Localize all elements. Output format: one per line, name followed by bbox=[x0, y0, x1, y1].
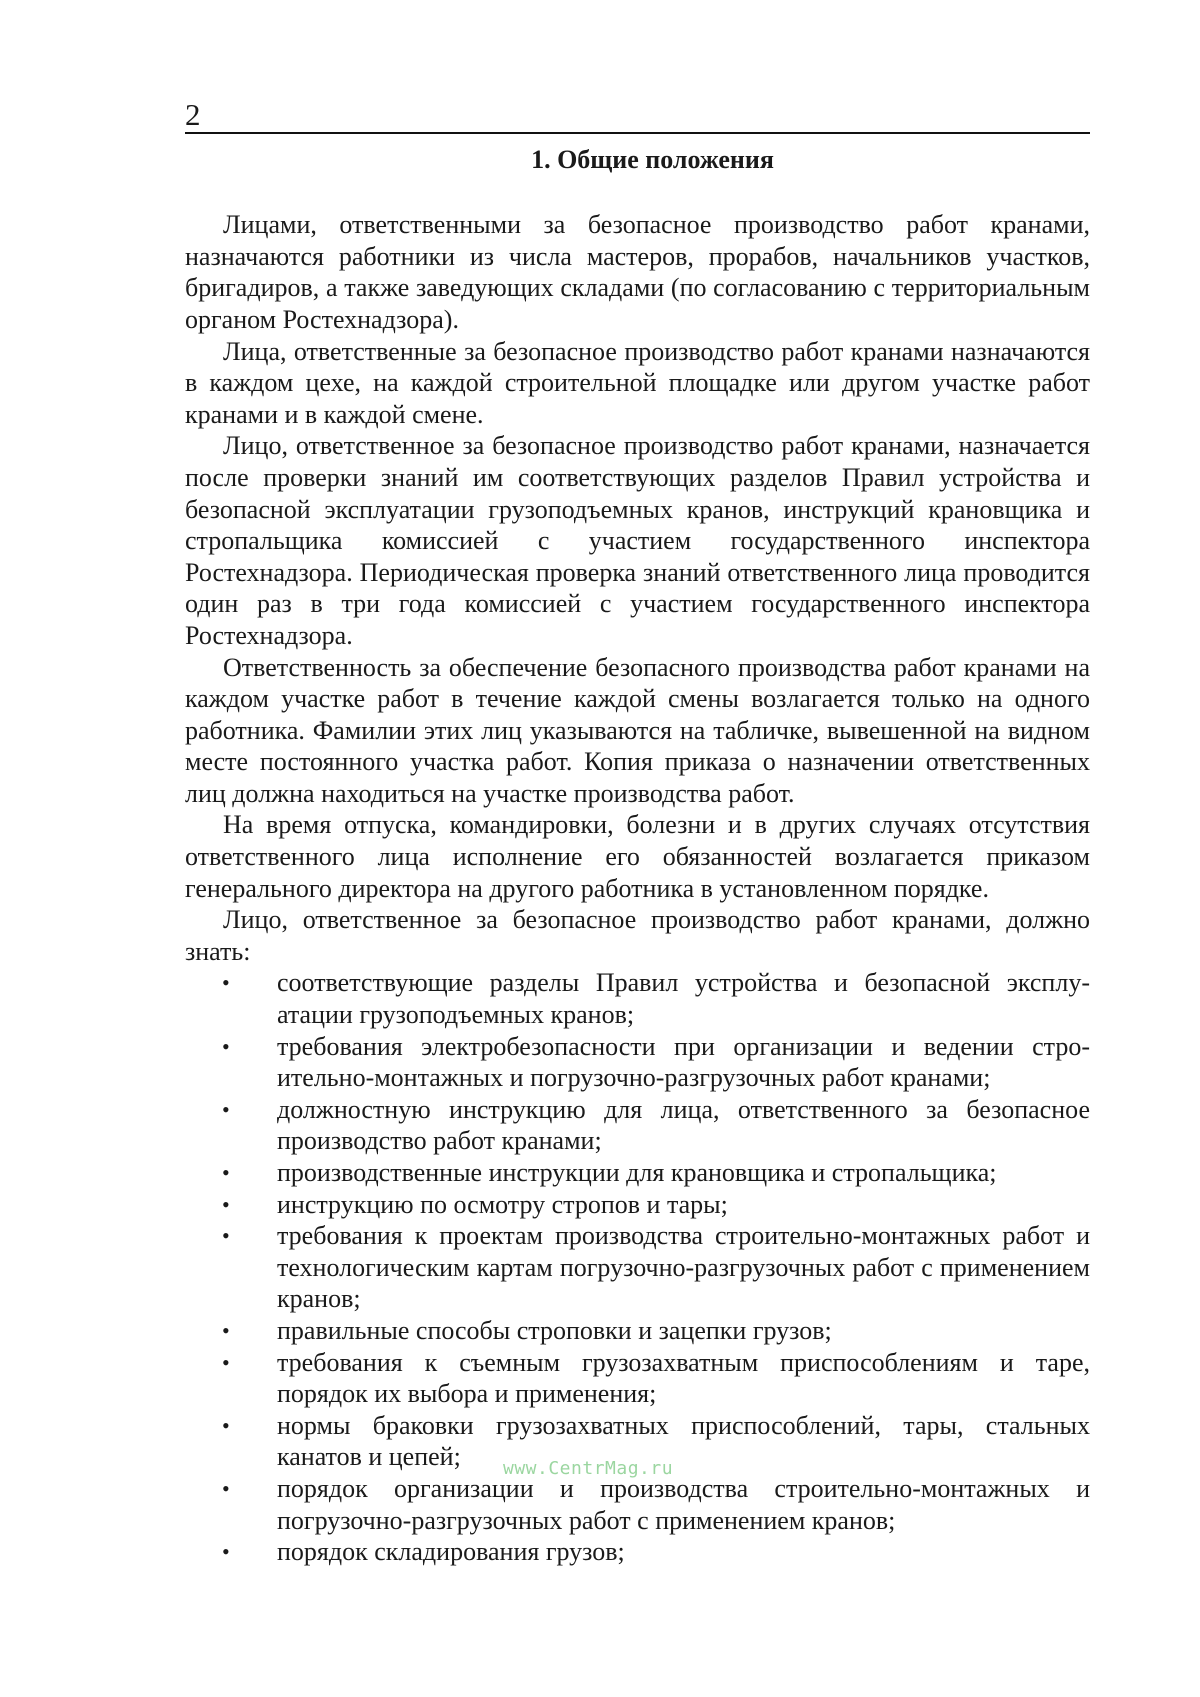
list-item-text: производственные инструкции для крановщика и стропальщика; bbox=[277, 1158, 997, 1187]
list-item-text: порядок складирования грузов; bbox=[277, 1537, 625, 1567]
bullet-icon: • bbox=[222, 1191, 230, 1217]
bullet-icon: • bbox=[222, 1412, 230, 1438]
list-item-text: требования к проектам производства строительно-монтажных работ и технологическим картам погрузочно-разгрузочных работ с применением кранов; bbox=[277, 1221, 1090, 1314]
bullet-icon: • bbox=[222, 1539, 230, 1565]
paragraph: На время отпуска, командировки, болезни и в других случаях отсутствия ответственного лица исполнение его обязанностей возлагается приказом генерального директора на другого работника в установленном порядке. bbox=[185, 810, 1090, 903]
bullet-icon: • bbox=[222, 1317, 230, 1343]
bullet-icon: • bbox=[222, 1160, 230, 1185]
list-item bbox=[185, 1094, 1090, 1157]
list-item bbox=[185, 1031, 1090, 1094]
list-item bbox=[185, 1347, 1090, 1410]
list-item bbox=[185, 1473, 1090, 1536]
list-item bbox=[185, 967, 1090, 1030]
list-item-text: должностную инструкцию для лица, ответственного за безопасное производство работ кранами; bbox=[277, 1094, 1090, 1156]
page-number: 2 bbox=[185, 97, 201, 132]
bullet-icon: • bbox=[222, 1033, 230, 1059]
list-item bbox=[185, 1189, 1090, 1221]
paragraph: Ответственность за обеспечение безопасного производства работ кранами на каждом участке работ в течение каждой смены возлагается только на одного работника. Фамилии этих лиц указываются на табличке, вывешенной на видном месте постоянного участка работ. Копия приказа о назначении ответственных лиц должна находиться на участке производства работ. bbox=[185, 652, 1090, 808]
bullet-icon: • bbox=[222, 1223, 230, 1249]
list-item bbox=[185, 1315, 1090, 1347]
paragraph: Лицо, ответственное за безопасное производство работ кранами, должно знать: bbox=[185, 905, 1090, 966]
paragraph: Лицо, ответственное за безопасное производство работ кранами, назначается после проверки знаний им соответствующих разделов Правил устройства и безопасной эксплуатации грузоподъемных кранов, инструкций крановщика и стропальщика комиссией с участием государственного инспектора Ростехнадзора. Периодическая проверка знаний ответственного лица проводится один раз в три года комиссией с участием государственного инспектора Ростехнадзора. bbox=[185, 431, 1090, 650]
list-item-text: соответствующие разделы Правил устройства и безопасной эксплуатации грузоподъемных кранов; bbox=[277, 968, 1090, 1030]
list-item-text: порядок организации и производства строительно-монтажных и погрузочно-разгрузочных работ с применением кранов; bbox=[277, 1473, 1090, 1535]
list-item bbox=[185, 1536, 1090, 1568]
document-page bbox=[185, 90, 1090, 1568]
list-item-text: требования электробезопасности при организации и ведении строительно-монтажных и погрузочно-разгрузочных работ кранами; bbox=[277, 1031, 1090, 1093]
bullet-icon: • bbox=[222, 1096, 230, 1122]
list-item bbox=[185, 1157, 1090, 1189]
paragraph: Лица, ответственные за безопасное производство работ кранами назначаются в каждом цехе, на каждой строительной площадке или другом участке работ кранами и в каждой смене. bbox=[185, 336, 1090, 429]
list-item-text: инструкцию по осмотру стропов и тары; bbox=[277, 1189, 728, 1219]
bullet-icon: • bbox=[222, 1349, 230, 1375]
list-item-text: требования к съемным грузозахватным приспособлениям и таре, порядок их выбора и применения; bbox=[277, 1347, 1090, 1409]
watermark: www.CentrMag.ru bbox=[503, 1458, 674, 1479]
paragraph: Лицами, ответственными за безопасное производство работ кранами, назначаются работники из числа мастеров, прорабов, начальников участков, бригадиров, а также заведующих складами (по согласованию с территориальным органом Ростехнадзора). bbox=[185, 210, 1090, 334]
bullet-icon: • bbox=[222, 970, 230, 996]
section-title: 1. Общие положения bbox=[531, 145, 774, 174]
bullet-icon: • bbox=[222, 1475, 230, 1501]
list-item bbox=[185, 1220, 1090, 1315]
page-header bbox=[185, 90, 1090, 134]
list-item-text: правильные способы строповки и зацепки грузов; bbox=[277, 1315, 832, 1345]
list-item-text: нормы браковки грузозахватных приспособлений, тары, стальных канатов и цепей; bbox=[277, 1410, 1090, 1472]
